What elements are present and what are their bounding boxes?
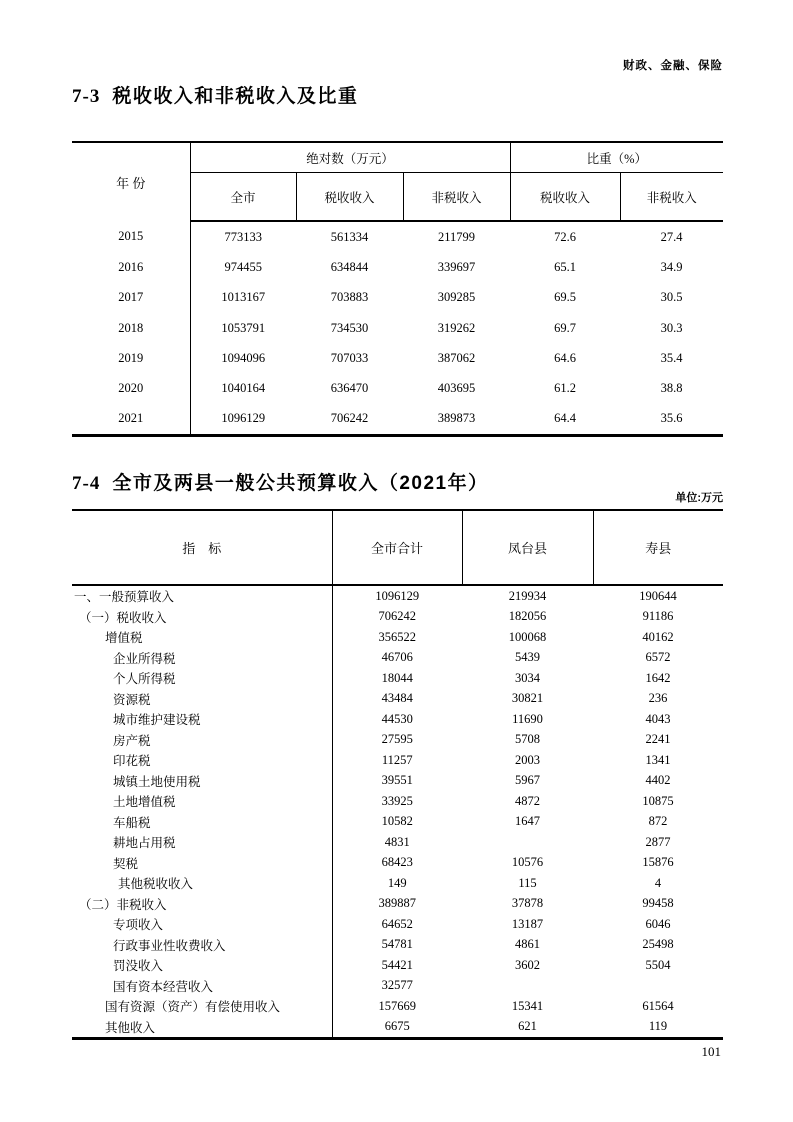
indicator-cell: （一）税收收入 — [72, 607, 332, 628]
fengtai-value-cell: 5439 — [515, 650, 540, 665]
shouxian-value-cell — [593, 976, 723, 997]
budget-table-body — [72, 585, 723, 1039]
fengtai-value-cell: 4872 — [515, 793, 540, 808]
city-total-cell: 11257 — [381, 752, 413, 767]
indicator-cell: 国有资源（资产）有偿使用收入 — [72, 996, 332, 1017]
table-row — [72, 853, 723, 874]
table-7-3-number: 7-3 — [72, 86, 101, 107]
nontax-share-cell: 35.6 — [660, 411, 683, 426]
tax-revenue-cell: 636470 — [330, 381, 369, 396]
indicator-cell: 土地增值税 — [72, 791, 332, 812]
nontax-revenue-cell: 339697 — [437, 259, 476, 274]
year-cell: 2015 — [72, 221, 190, 252]
citywide-total-cell: 1053791 — [221, 320, 266, 335]
city-total-cell: 4831 — [384, 834, 410, 849]
citywide-total-cell: 1096129 — [221, 411, 266, 426]
fengtai-value-cell: 219934 — [508, 588, 547, 603]
table-row — [72, 221, 723, 252]
table-row — [72, 730, 723, 751]
indicator-cell: 行政事业性收费收入 — [72, 935, 332, 956]
shouxian-value-cell: 91186 — [642, 609, 674, 624]
year-cell: 2021 — [72, 404, 190, 436]
tax-share-cell: 61.2 — [554, 381, 576, 396]
indicator-cell: 城市维护建设税 — [72, 709, 332, 730]
city-total-cell: 54781 — [381, 937, 413, 952]
nontax-share-cell: 38.8 — [660, 381, 683, 396]
indicator-cell: 罚没收入 — [72, 955, 332, 976]
fengtai-value-cell — [462, 976, 593, 997]
table-row — [72, 771, 723, 792]
table-row — [72, 996, 723, 1017]
fengtai-value-cell: 5967 — [515, 773, 540, 788]
table-row — [72, 627, 723, 648]
fengtai-value-cell: 621 — [518, 1019, 537, 1034]
table-row — [72, 313, 723, 343]
tax-revenue-header: 税收收入 — [296, 173, 403, 222]
table-row — [72, 955, 723, 976]
city-total-cell: 149 — [387, 875, 407, 890]
year-cell: 2016 — [72, 252, 190, 282]
indicator-cell: 资源税 — [72, 689, 332, 710]
table-7-4-number: 7-4 — [72, 473, 101, 494]
tax-revenue-cell: 703883 — [330, 290, 369, 305]
table-row — [72, 252, 723, 282]
indicator-cell: （二）非税收入 — [72, 894, 332, 915]
tax-revenue-cell: 561334 — [330, 229, 369, 244]
year-cell: 2017 — [72, 283, 190, 313]
nontax-share-cell: 30.3 — [660, 320, 683, 335]
shouxian-value-cell: 190644 — [639, 588, 677, 603]
table-row — [72, 607, 723, 628]
table-row — [72, 343, 723, 373]
indicator-cell: 个人所得税 — [72, 668, 332, 689]
fengtai-value-cell: 115 — [518, 875, 537, 890]
share-group-header: 比重（%） — [510, 142, 723, 173]
fengtai-value-cell: 15341 — [511, 998, 544, 1013]
city-total-cell: 39551 — [381, 773, 413, 788]
tax-share-cell: 64.6 — [554, 350, 576, 365]
indicator-cell: 车船税 — [72, 812, 332, 833]
table-7-4-title — [72, 468, 489, 495]
shouxian-value-cell: 1642 — [645, 670, 671, 685]
group-header-row — [72, 142, 723, 173]
nontax-share-cell: 35.4 — [660, 350, 683, 365]
shouxian-value-cell: 10875 — [642, 793, 674, 808]
city-total-cell: 32577 — [381, 978, 413, 993]
year-cell: 2019 — [72, 343, 190, 373]
tax-share-cell: 69.5 — [554, 290, 576, 305]
shouxian-value-cell: 4402 — [645, 773, 671, 788]
shouxian-value-cell: 6046 — [645, 916, 671, 931]
table-row — [72, 404, 723, 436]
indicator-cell: 企业所得税 — [72, 648, 332, 669]
nontax-share-cell: 30.5 — [660, 290, 683, 305]
fengtai-value-cell: 100068 — [508, 629, 547, 644]
nontax-revenue-cell: 309285 — [437, 290, 476, 305]
city-total-cell: 157669 — [378, 998, 416, 1013]
table-row — [72, 873, 723, 894]
table-row — [72, 585, 723, 607]
unit-label: 单位:万元 — [675, 492, 723, 504]
indicator-cell: 增值税 — [72, 627, 332, 648]
fengtai-value-cell: 5708 — [515, 732, 540, 747]
fengtai-value-cell: 4861 — [515, 937, 540, 952]
shouxian-value-cell: 61564 — [642, 998, 674, 1013]
table-row — [72, 750, 723, 771]
table-7-3-title — [72, 81, 358, 108]
shouxian-value-cell: 1341 — [645, 752, 671, 767]
city-total-cell: 27595 — [381, 732, 413, 747]
shouxian-value-cell: 236 — [648, 691, 668, 706]
citywide-header: 全市 — [190, 173, 296, 222]
table-row — [72, 832, 723, 853]
absolute-value-group-header: 绝对数（万元） — [190, 142, 510, 173]
table-row — [72, 373, 723, 403]
header-row — [72, 510, 723, 585]
city-total-cell: 54421 — [381, 957, 413, 972]
tax-share-header: 税收收入 — [510, 173, 620, 222]
fengtai-value-cell: 2003 — [515, 752, 540, 767]
tax-nontax-table-body — [72, 221, 723, 436]
city-total-header: 全市合计 — [332, 510, 462, 585]
tax-nontax-revenue-table — [72, 141, 723, 437]
tax-share-cell: 69.7 — [554, 320, 576, 335]
table-row — [72, 791, 723, 812]
nontax-revenue-cell: 387062 — [437, 350, 476, 365]
page-number: 101 — [701, 1044, 721, 1059]
fengtai-value-cell: 30821 — [511, 691, 544, 706]
section-header: 财政、金融、保险 — [623, 60, 723, 72]
shouxian-county-header: 寿县 — [593, 510, 723, 585]
fengtai-county-header: 凤台县 — [462, 510, 593, 585]
fengtai-value-cell: 10576 — [511, 855, 544, 870]
city-total-cell: 6675 — [384, 1019, 410, 1034]
city-total-cell: 10582 — [381, 814, 413, 829]
nontax-revenue-cell: 389873 — [437, 411, 476, 426]
citywide-total-cell: 1040164 — [221, 381, 266, 396]
city-total-cell: 706242 — [378, 609, 416, 624]
table-row — [72, 894, 723, 915]
city-total-cell: 43484 — [381, 691, 413, 706]
indicator-header: 指 标 — [72, 510, 332, 585]
indicator-cell: 国有资本经营收入 — [72, 976, 332, 997]
city-total-cell: 68423 — [381, 855, 413, 870]
fengtai-value-cell: 11690 — [512, 711, 543, 726]
shouxian-value-cell: 4 — [654, 875, 662, 890]
shouxian-value-cell: 2241 — [645, 732, 671, 747]
city-total-cell: 356522 — [378, 629, 416, 644]
fengtai-value-cell: 3034 — [515, 670, 540, 685]
nontax-revenue-header: 非税收入 — [403, 173, 510, 222]
city-total-cell: 46706 — [381, 650, 413, 665]
fengtai-value-cell: 1647 — [515, 814, 540, 829]
shouxian-value-cell: 5504 — [645, 957, 671, 972]
city-total-cell: 64652 — [381, 916, 413, 931]
table-row — [72, 668, 723, 689]
table-row — [72, 689, 723, 710]
fengtai-value-cell — [462, 832, 593, 853]
tax-revenue-cell: 706242 — [330, 411, 369, 426]
fengtai-value-cell: 3602 — [515, 957, 540, 972]
shouxian-value-cell: 2877 — [645, 834, 671, 849]
indicator-cell: 城镇土地使用税 — [72, 771, 332, 792]
table-row — [72, 709, 723, 730]
indicator-cell: 印花税 — [72, 750, 332, 771]
nontax-share-cell: 34.9 — [660, 259, 683, 274]
table-row — [72, 914, 723, 935]
shouxian-value-cell: 99458 — [642, 896, 674, 911]
city-total-cell: 33925 — [381, 793, 413, 808]
table-row — [72, 976, 723, 997]
year-cell: 2020 — [72, 373, 190, 403]
tax-revenue-cell: 734530 — [330, 320, 369, 335]
shouxian-value-cell: 872 — [648, 814, 668, 829]
shouxian-value-cell: 25498 — [642, 937, 674, 952]
shouxian-value-cell: 6572 — [645, 650, 671, 665]
fengtai-value-cell: 13187 — [511, 916, 544, 931]
indicator-cell: 其他收入 — [72, 1017, 332, 1039]
shouxian-value-cell: 119 — [648, 1019, 668, 1034]
citywide-total-cell: 773133 — [224, 229, 262, 244]
indicator-cell: 其他税收收入 — [72, 873, 332, 894]
indicator-cell: 专项收入 — [72, 914, 332, 935]
nontax-revenue-cell: 319262 — [437, 320, 476, 335]
tax-share-cell: 65.1 — [554, 259, 576, 274]
table-row — [72, 648, 723, 669]
table-row — [72, 935, 723, 956]
shouxian-value-cell: 15876 — [642, 855, 674, 870]
indicator-cell: 一、一般预算收入 — [72, 585, 332, 607]
page-content — [72, 0, 723, 1122]
tax-revenue-cell: 634844 — [330, 259, 369, 274]
nontax-share-header: 非税收入 — [620, 173, 723, 222]
nontax-revenue-cell: 403695 — [437, 381, 476, 396]
city-total-cell: 1096129 — [375, 588, 420, 603]
shouxian-value-cell: 40162 — [642, 629, 674, 644]
tax-share-cell: 72.6 — [554, 229, 576, 244]
shouxian-value-cell: 4043 — [645, 711, 671, 726]
nontax-share-cell: 27.4 — [660, 229, 683, 244]
nontax-revenue-cell: 211799 — [437, 229, 476, 244]
table-row — [72, 1017, 723, 1039]
indicator-cell: 契税 — [72, 853, 332, 874]
table-7-4-title-text: 全市及两县一般公共预算收入（2021年） — [112, 473, 489, 494]
citywide-total-cell: 1013167 — [221, 290, 266, 305]
table-row — [72, 812, 723, 833]
city-total-cell: 18044 — [381, 670, 413, 685]
citywide-total-cell: 1094096 — [221, 350, 266, 365]
year-cell: 2018 — [72, 313, 190, 343]
tax-share-cell: 64.4 — [554, 411, 576, 426]
city-total-cell: 389887 — [378, 896, 416, 911]
fengtai-value-cell: 37878 — [511, 896, 544, 911]
year-column-header: 年 份 — [72, 142, 190, 221]
fengtai-value-cell: 182056 — [508, 609, 547, 624]
budget-revenue-table — [72, 509, 723, 1040]
indicator-cell: 耕地占用税 — [72, 832, 332, 853]
citywide-total-cell: 974455 — [224, 259, 262, 274]
tax-revenue-cell: 707033 — [330, 350, 369, 365]
indicator-cell: 房产税 — [72, 730, 332, 751]
table-7-3-title-text: 税收收入和非税收入及比重 — [112, 86, 359, 107]
table-row — [72, 283, 723, 313]
city-total-cell: 44530 — [381, 711, 413, 726]
